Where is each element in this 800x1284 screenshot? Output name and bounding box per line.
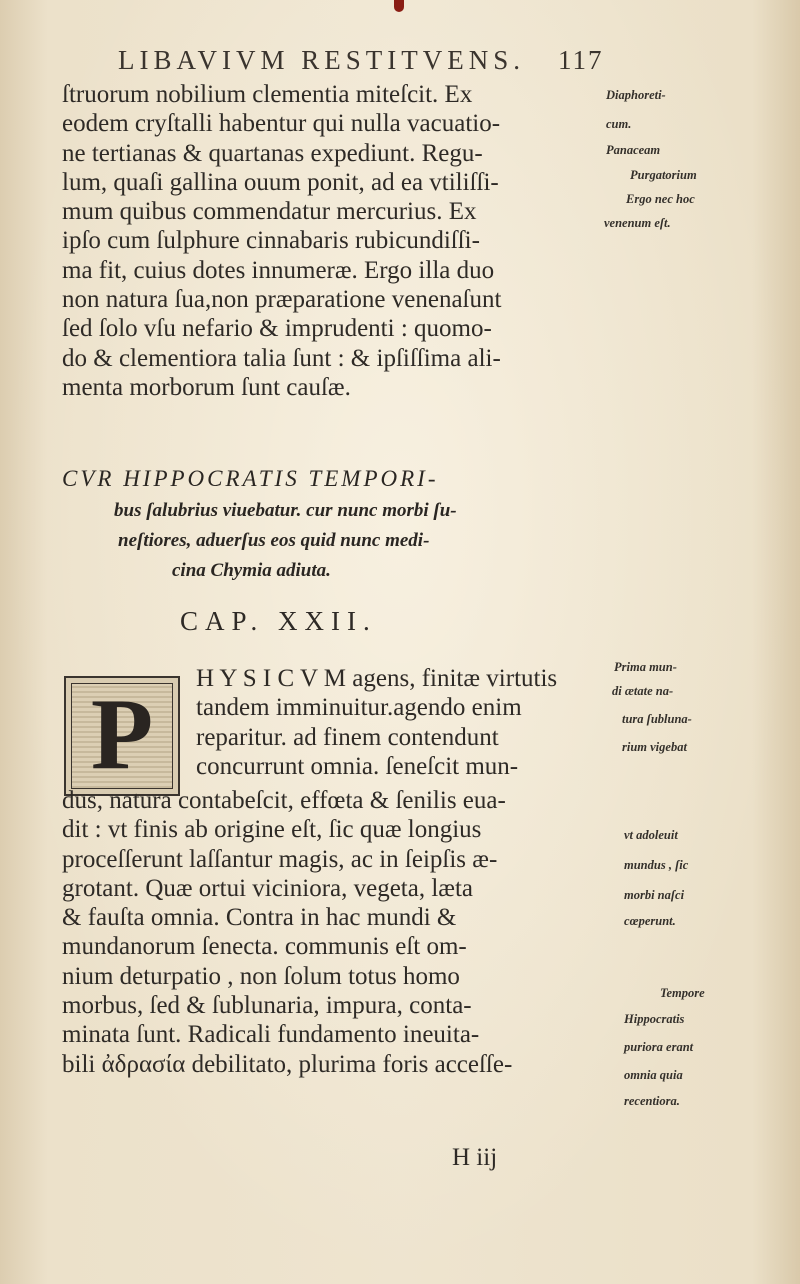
margin-note: mundus , ſic bbox=[624, 858, 689, 872]
text-line: mum quibus commendatur mercurius. Ex bbox=[62, 198, 477, 226]
margin-note: puriora erant bbox=[624, 1040, 694, 1054]
running-head bbox=[118, 45, 718, 81]
text-line: menta morborum ſunt cauſæ. bbox=[62, 373, 351, 401]
margin-note: venenum eſt. bbox=[604, 216, 671, 230]
initial-letter: P bbox=[90, 678, 154, 791]
text-line: ſtruorum nobilium clementia miteſcit. Ex bbox=[62, 81, 473, 108]
text-line: & fauſta omnia. Contra in hac mundi & bbox=[62, 904, 457, 932]
margin-note: vt adoleuit bbox=[624, 828, 678, 842]
decorated-initial bbox=[64, 676, 180, 796]
margin-note: Prima mun- bbox=[614, 660, 677, 674]
text-line: eodem cryſtalli habentur qui nulla vacuatio- bbox=[62, 110, 501, 138]
margin-note: cum. bbox=[606, 117, 632, 131]
margin-note: Panaceam bbox=[606, 143, 661, 157]
margin-note: cœperunt. bbox=[624, 914, 676, 928]
text-line: H Y S I C V M agens, finitæ virtutis bbox=[196, 665, 558, 692]
margin-note: tura ſubluna- bbox=[622, 712, 692, 726]
text-line: minata ſunt. Radicali fundamento ineuita- bbox=[62, 1021, 480, 1049]
text-line: tandem imminuitur.agendo enim bbox=[196, 694, 522, 722]
text-line: grotant. Quæ ortui viciniora, vegeta, læta bbox=[62, 874, 474, 902]
chapter-title-line: bus ſalubrius viuebatur. cur nunc morbi ſu- bbox=[114, 500, 457, 521]
chapter-number: CAP. XXII. bbox=[180, 606, 377, 636]
margin-note: Ergo nec hoc bbox=[626, 192, 695, 206]
running-head-title: LIBAVIVM RESTITVENS. bbox=[118, 45, 526, 75]
text-line: ma fit, cuius dotes innumeræ. Ergo illa duo bbox=[62, 256, 495, 284]
text-line: lum, quaſi gallina ouum ponit, ad ea vtiliſſi- bbox=[62, 168, 499, 196]
text-line: morbus, ſed & ſublunaria, impura, conta- bbox=[62, 992, 472, 1020]
text-line: dus, natura contabeſcit, effœta & ſenilis eua- bbox=[62, 787, 506, 814]
margin-note: Tempore bbox=[660, 986, 705, 1000]
text-line: ſed ſolo vſu nefario & imprudenti : quomo- bbox=[62, 315, 492, 343]
text-line: reparitur. ad finem contendunt bbox=[196, 723, 499, 751]
margin-note: morbi naſci bbox=[624, 888, 685, 902]
chapter-title-line: CVR HIPPOCRATIS TEMPORI- bbox=[62, 466, 439, 491]
body-text-mid bbox=[196, 664, 616, 781]
text-line: ipſo cum ſulphure cinnabaris rubicundiſſi- bbox=[62, 227, 480, 255]
text-line: dit : vt finis ab origine eſt, ſic quæ longius bbox=[62, 816, 482, 844]
text-line: mundanorum ſenecta. communis eſt om- bbox=[62, 933, 467, 961]
text-line: nium deturpatio , non ſolum totus homo bbox=[62, 962, 460, 990]
page-number: 117 bbox=[558, 45, 604, 75]
margin-note: Hippocratis bbox=[624, 1012, 685, 1026]
body-text-bottom bbox=[62, 786, 602, 1079]
text-line: proceſſerunt laſſantur magis, ac in ſeipſis æ- bbox=[62, 845, 498, 873]
text-line: bili ἀδρασία debilitato, plurima foris acceſſe- bbox=[62, 1050, 513, 1078]
margin-note: Purgatorium bbox=[630, 168, 697, 182]
body-text-top bbox=[62, 80, 602, 402]
text-line: concurrunt omnia. ſeneſcit mun- bbox=[196, 752, 519, 780]
catchword-signature: H iij bbox=[452, 1144, 498, 1171]
text-line: do & clementiora talia ſunt : & ipſiſſima ali- bbox=[62, 344, 501, 372]
margin-note: rium vigebat bbox=[622, 740, 687, 754]
chapter-title-line: neſtiores, aduerſus eos quid nunc medi- bbox=[118, 530, 430, 551]
margin-note: di ætate na- bbox=[612, 684, 674, 698]
bookmark-thread bbox=[394, 0, 404, 12]
text-line: non natura ſua,non præparatione venenaſunt bbox=[62, 286, 502, 314]
margin-note: omnia quia bbox=[624, 1068, 683, 1082]
text-line: ne tertianas & quartanas expediunt. Regu- bbox=[62, 139, 483, 167]
margin-note: Diaphoreti- bbox=[606, 88, 666, 102]
margin-note: recentiora. bbox=[624, 1094, 680, 1108]
chapter-title-line: cina Chymia adiuta. bbox=[172, 560, 331, 581]
